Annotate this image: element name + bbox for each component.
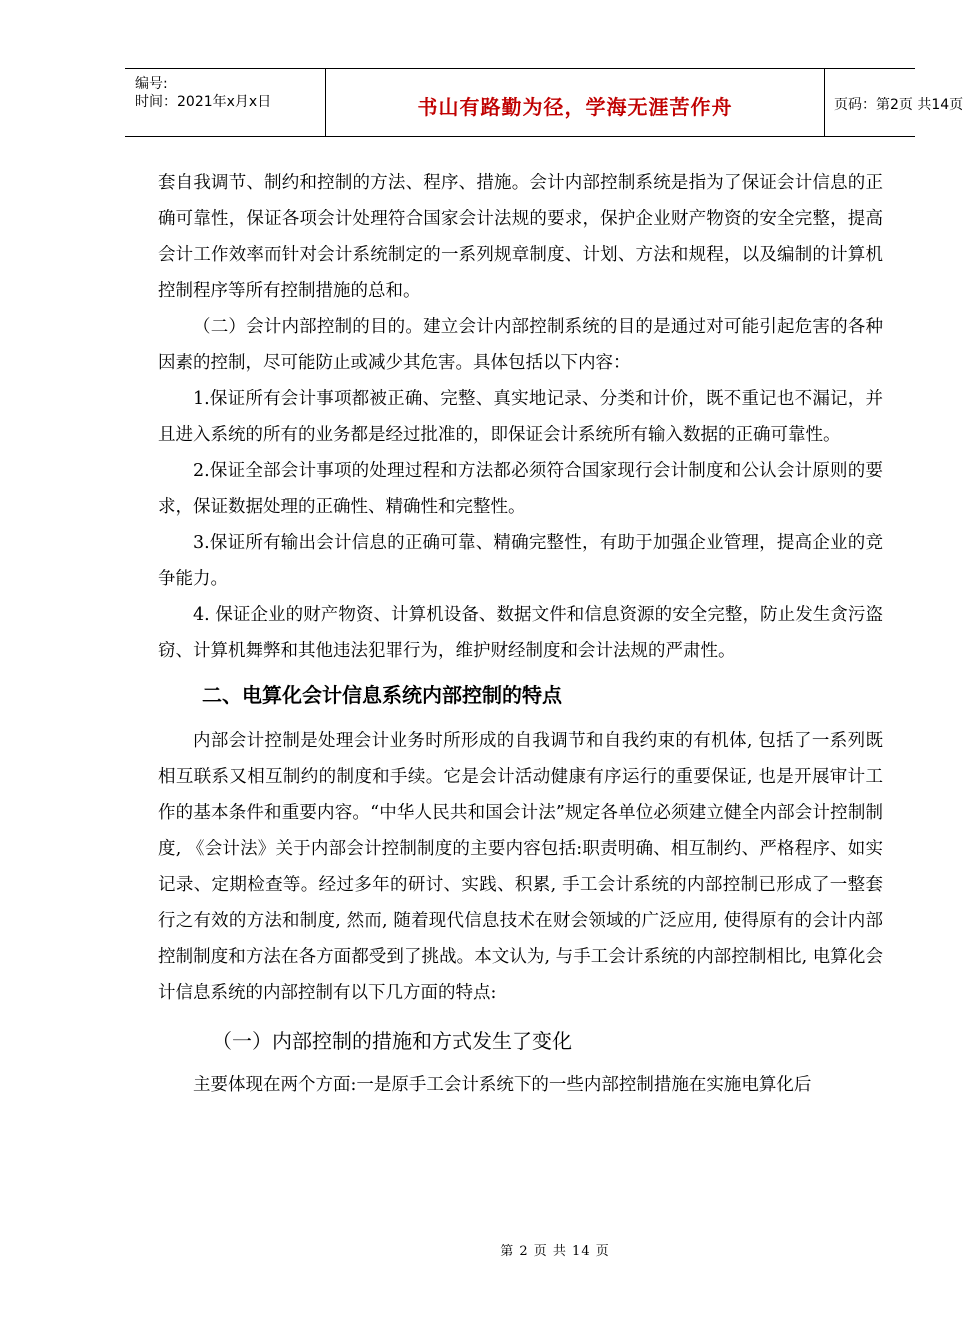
document-number-label: 编号: (135, 76, 168, 92)
header-meta-cell (125, 69, 325, 136)
paragraph: 套自我调节、制约和控制的方法、程序、措施。会计内部控制系统是指为了保证会计信息的正确可靠性，保证各项会计处理符合国家会计法规的要求，保护企业财产物资的安全完整，提高会计工作效率而针对会计系统制定的一系列规章制度、计划、方法和规程，以及编制的计算机控制程序等所有控制措施的总和。 (158, 173, 883, 301)
list-item: 3.保证所有输出会计信息的正确可靠、精确完整性，有助于加强企业管理，提高企业的竞争能力。 (158, 533, 883, 589)
header-motto-cell (325, 69, 825, 136)
footer-page-number: 第 2 页 共 14 页 (500, 1244, 610, 1259)
header-page-cell (824, 69, 963, 136)
list-item: 1.保证所有会计事项都被正确、完整、真实地记录、分类和计价，既不重记也不漏记，并且进入系统的所有的业务都是经过批准的，即保证会计系统所有输入数据的正确可靠性。 (158, 389, 883, 445)
header-motto: 书山有路勤为径，学海无涯苦作舟 (417, 95, 733, 119)
paragraph: （二）会计内部控制的目的。建立会计内部控制系统的目的是通过对可能引起危害的各种因素的控制，尽可能防止或减少其危害。具体包括以下内容： (158, 317, 883, 373)
page-header (125, 68, 963, 137)
header-page-code: 页码：第2页 共14页 (834, 97, 963, 113)
paragraph: 主要体现在两个方面:一是原手工会计系统下的一些内部控制措施在实施电算化后 (193, 1075, 812, 1095)
document-time-label: 时间：2021年x月x日 (135, 94, 272, 110)
list-item: 4. 保证企业的财产物资、计算机设备、数据文件和信息资源的安全完整，防止发生贪污盗窃、计算机舞弊和其他违法犯罪行为，维护财经制度和会计法规的严肃性。 (158, 605, 883, 661)
paragraph: 内部会计控制是处理会计业务时所形成的自我调节和自我约束的有机体, 包括了一系列既相互联系又相互制约的制度和手续。它是会计活动健康有序运行的重要保证, 也是开展审计工作的基本条件和重要内容。“中华人民共和国会计法”规定各单位必须建立健全内部会计控制制度, 《会计法》关于内部会计控制制度的主要内容包括:职责明确、相互制约、严格程序、如实记录、定期检查等。经过多年的研讨、实践、积累, 手工会计系统的内部控制已形成了一整套行之有效的方法和制度, 然而, 随着现代信息技术在财会领域的广泛应用, 使得原有的会计内部控制制度和方法在各方面都受到了挑战。本文认为, 与手工会计系统的内部控制相比, 电算化会计信息系统的内部控制有以下几方面的特点: (158, 731, 883, 1003)
subsection-heading: （一）内部控制的措施和方式发生了变化 (212, 1029, 572, 1053)
section-heading: 二、电算化会计信息系统内部控制的特点 (202, 683, 562, 707)
list-item: 2.保证全部会计事项的处理过程和方法都必须符合国家现行会计制度和公认会计原则的要求，保证数据处理的正确性、精确性和完整性。 (158, 461, 883, 517)
document-body (158, 165, 883, 1103)
page-footer (0, 1240, 950, 1259)
